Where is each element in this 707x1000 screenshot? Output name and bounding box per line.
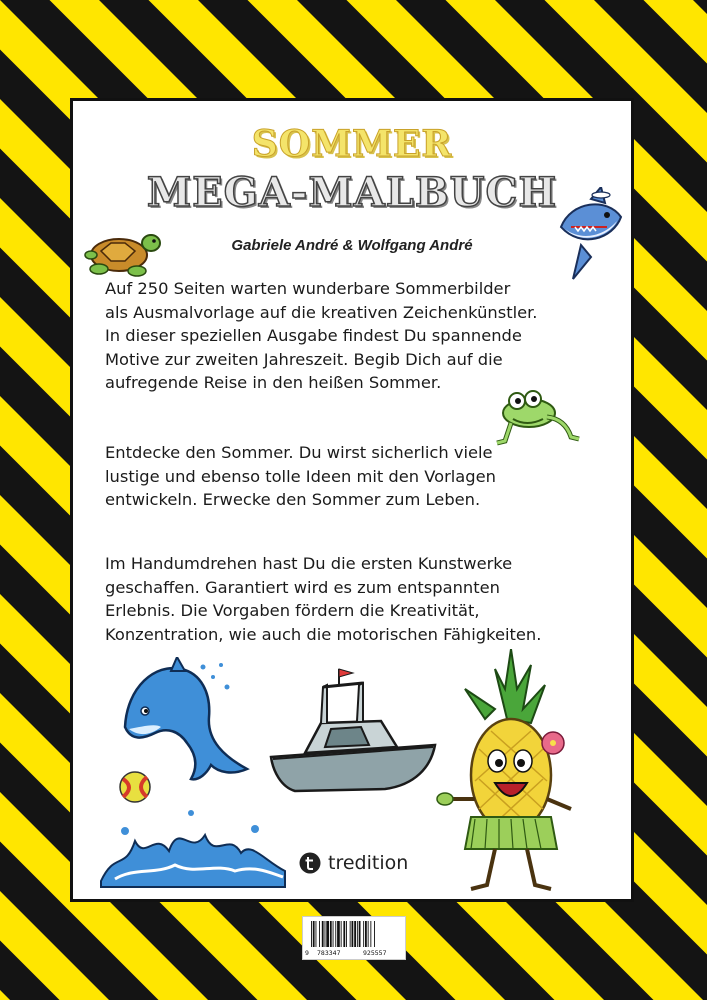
barcode-bar <box>370 921 371 947</box>
paragraph-line: Konzentration, wie auch die motorischen Fähigkeiten. <box>105 624 542 644</box>
shark-icon <box>551 187 629 283</box>
barcode-bar <box>333 921 334 947</box>
barcode-bar <box>343 921 345 947</box>
barcode-bar <box>341 921 342 947</box>
barcode-first-digit: 9 <box>305 949 309 957</box>
barcode-bar <box>322 921 324 947</box>
cover-panel <box>70 98 634 902</box>
paragraph-line: Auf 250 Seiten warten wunderbare Sommerbilder <box>105 279 511 298</box>
paragraph-1 <box>105 277 605 395</box>
title-mega-malbuch: MEGA-MALBUCH <box>146 169 558 216</box>
paragraph-line: aufregende Reise in den heißen Sommer. <box>105 373 442 392</box>
barcode-bar <box>350 921 351 947</box>
paragraph-line: als Ausmalvorlage auf die kreativen Zeichenkünstler. <box>105 302 538 322</box>
title-sommer: SOMMER <box>251 123 453 165</box>
paragraph-line: In dieser speziellen Ausgabe findest Du spannende <box>105 326 522 345</box>
isbn-barcode <box>302 916 406 960</box>
boat-icon <box>265 667 445 807</box>
barcode-bars <box>309 921 401 949</box>
turtle-icon <box>81 221 165 283</box>
barcode-bar <box>352 921 354 947</box>
paragraph-line: geschaffen. Garantiert wird es zum entspannten <box>105 577 500 597</box>
barcode-bar <box>335 921 336 947</box>
paragraph-2 <box>105 441 605 512</box>
authors: Gabriele André & Wolfgang André <box>231 237 473 254</box>
tredition-logo-icon <box>299 852 321 874</box>
barcode-left-digits: 783347 <box>317 949 341 957</box>
barcode-bar <box>316 921 317 947</box>
barcode-bar <box>363 921 364 947</box>
frog-icon <box>491 389 583 447</box>
barcode-bar <box>311 921 312 947</box>
publisher <box>299 851 408 875</box>
barcode-bar <box>354 921 356 947</box>
barcode-bar <box>330 921 332 947</box>
paragraph-line: Entdecke den Sommer. Du wirst sicherlich viele <box>105 443 493 462</box>
barcode-bar <box>365 921 367 947</box>
ball-icon <box>117 769 153 805</box>
barcode-bar <box>359 921 361 947</box>
barcode-bar <box>346 921 347 947</box>
barcode-bar <box>326 921 329 947</box>
barcode-bar <box>319 921 320 947</box>
barcode-bar <box>374 921 375 947</box>
splash-icon <box>95 801 295 891</box>
barcode-bar <box>368 921 369 947</box>
paragraph-3 <box>105 552 605 646</box>
paragraph-line: Motive zur zweiten Jahreszeit. Begib Dich auf die <box>105 349 503 369</box>
pineapple-icon <box>435 649 585 897</box>
barcode-bar <box>325 921 326 947</box>
paragraph-line: entwickeln. Erwecke den Sommer zum Leben. <box>105 490 481 509</box>
publisher-name: tredition <box>328 852 409 874</box>
paragraph-line: lustige und ebenso tolle Ideen mit den Vorlagen <box>105 466 496 486</box>
barcode-bar <box>357 921 358 947</box>
barcode-bar <box>337 921 340 947</box>
barcode-right-digits: 925557 <box>363 949 387 957</box>
barcode-bar <box>313 921 315 947</box>
paragraph-line: Im Handumdrehen hast Du die ersten Kunstwerke <box>105 554 513 573</box>
dolphin-icon <box>115 657 255 785</box>
paragraph-line: Erlebnis. Die Vorgaben fördern die Kreativität, <box>105 601 480 620</box>
